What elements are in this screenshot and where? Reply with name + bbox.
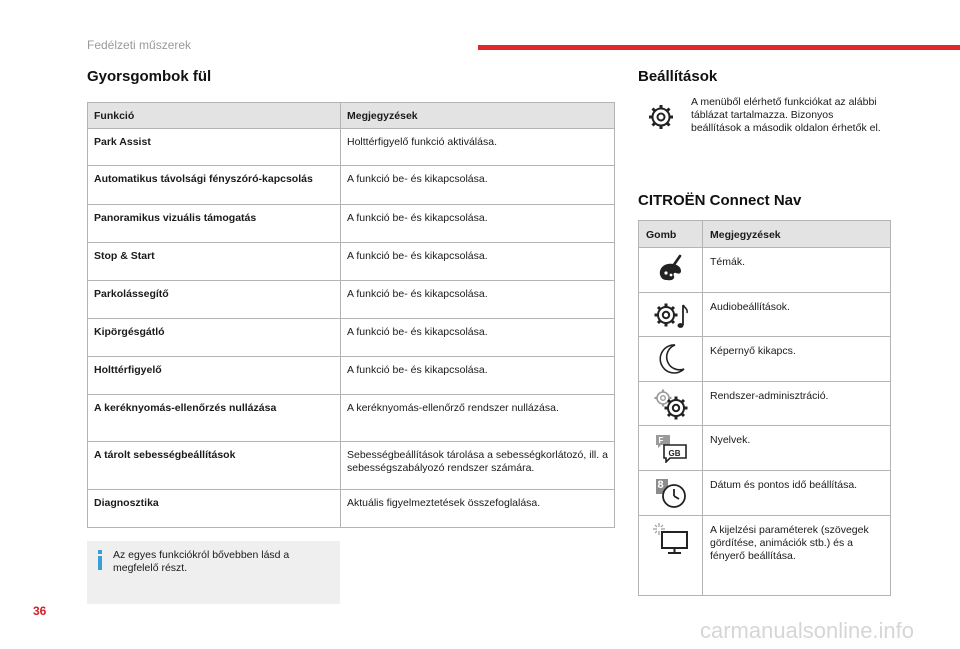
connect-nav-title: CITROËN Connect Nav [638,192,802,209]
info-note [87,541,340,604]
row-note: Sebességbeállítások tárolása a sebességkorlátozó, ill. a sebességszabályozó rendszer számára. [341,442,615,490]
row-note: A funkció be- és kikapcsolása. [341,281,615,319]
calendar-badge: 8 [657,479,664,491]
settings-description: A menüből elérhető funkciókat az alábbi táblázat tartalmazza. Bizonyos beállítások a második oldalon érhetők el. [691,96,881,134]
row-function: Parkolássegítő [88,281,341,319]
column-header-button: Gomb [639,221,703,248]
row-note: Rendszer-adminisztráció. [703,382,891,426]
display-brightness-icon [653,522,689,554]
watermark: carmanualsonline.info [700,618,915,643]
row-function: Panoramikus vizuális támogatás [88,205,341,243]
page-number: 36 [33,604,47,618]
connect-nav-table [638,220,891,596]
row-function: Park Assist [88,129,341,166]
row-note: Holttérfigyelő funkció aktiválása. [341,129,615,166]
row-note: A funkció be- és kikapcsolása. [341,166,615,205]
settings-title: Beállítások [638,68,718,85]
info-icon [95,550,105,570]
row-function: Kipörgésgátló [88,319,341,357]
row-note: A kijelzési paraméterek (szövegek gördítése, animációk stb.) és a fényerő beállítása. [703,516,891,596]
gears-icon [652,387,690,421]
language-icon [654,433,688,463]
row-function: A tárolt sebességbeállítások [88,442,341,490]
calendar-clock-icon [655,477,687,509]
row-note: Nyelvek. [703,426,891,471]
settings-gear-icon [648,104,674,130]
language-badge-top: F [658,436,664,445]
column-header-notes: Megjegyzések [341,103,615,129]
column-header-notes: Megjegyzések [703,221,891,248]
section-header: Fedélzeti műszerek [87,38,192,52]
row-note: Képernyő kikapcs. [703,337,891,382]
quick-buttons-table [87,102,615,528]
row-function: Diagnosztika [88,490,341,528]
language-badge-bottom: GB [668,449,681,458]
row-note: Audiobeállítások. [703,293,891,337]
row-note: A funkció be- és kikapcsolása. [341,319,615,357]
row-function: Holttérfigyelő [88,357,341,395]
info-note-text: Az egyes funkciókról bővebben lásd a megfelelő részt. [113,549,290,574]
row-note: Témák. [703,248,891,293]
row-function: Stop & Start [88,243,341,281]
gear-music-icon [652,299,690,331]
quick-buttons-title: Gyorsgombok fül [87,68,212,85]
row-note: A funkció be- és kikapcsolása. [341,243,615,281]
row-note: Aktuális figyelmeztetések összefoglalása. [341,490,615,528]
row-note: A funkció be- és kikapcsolása. [341,357,615,395]
row-function: Automatikus távolsági fényszóró-kapcsolás [88,166,341,205]
row-note: Dátum és pontos idő beállítása. [703,471,891,516]
column-header-function: Funkció [88,103,341,129]
moon-icon [654,342,688,376]
header-accent-bar [478,45,960,50]
row-note: A keréknyomás-ellenőrző rendszer nullázása. [341,395,615,442]
row-function: A keréknyomás-ellenőrzés nullázása [88,395,341,442]
row-note: A funkció be- és kikapcsolása. [341,205,615,243]
palette-icon [654,253,688,287]
